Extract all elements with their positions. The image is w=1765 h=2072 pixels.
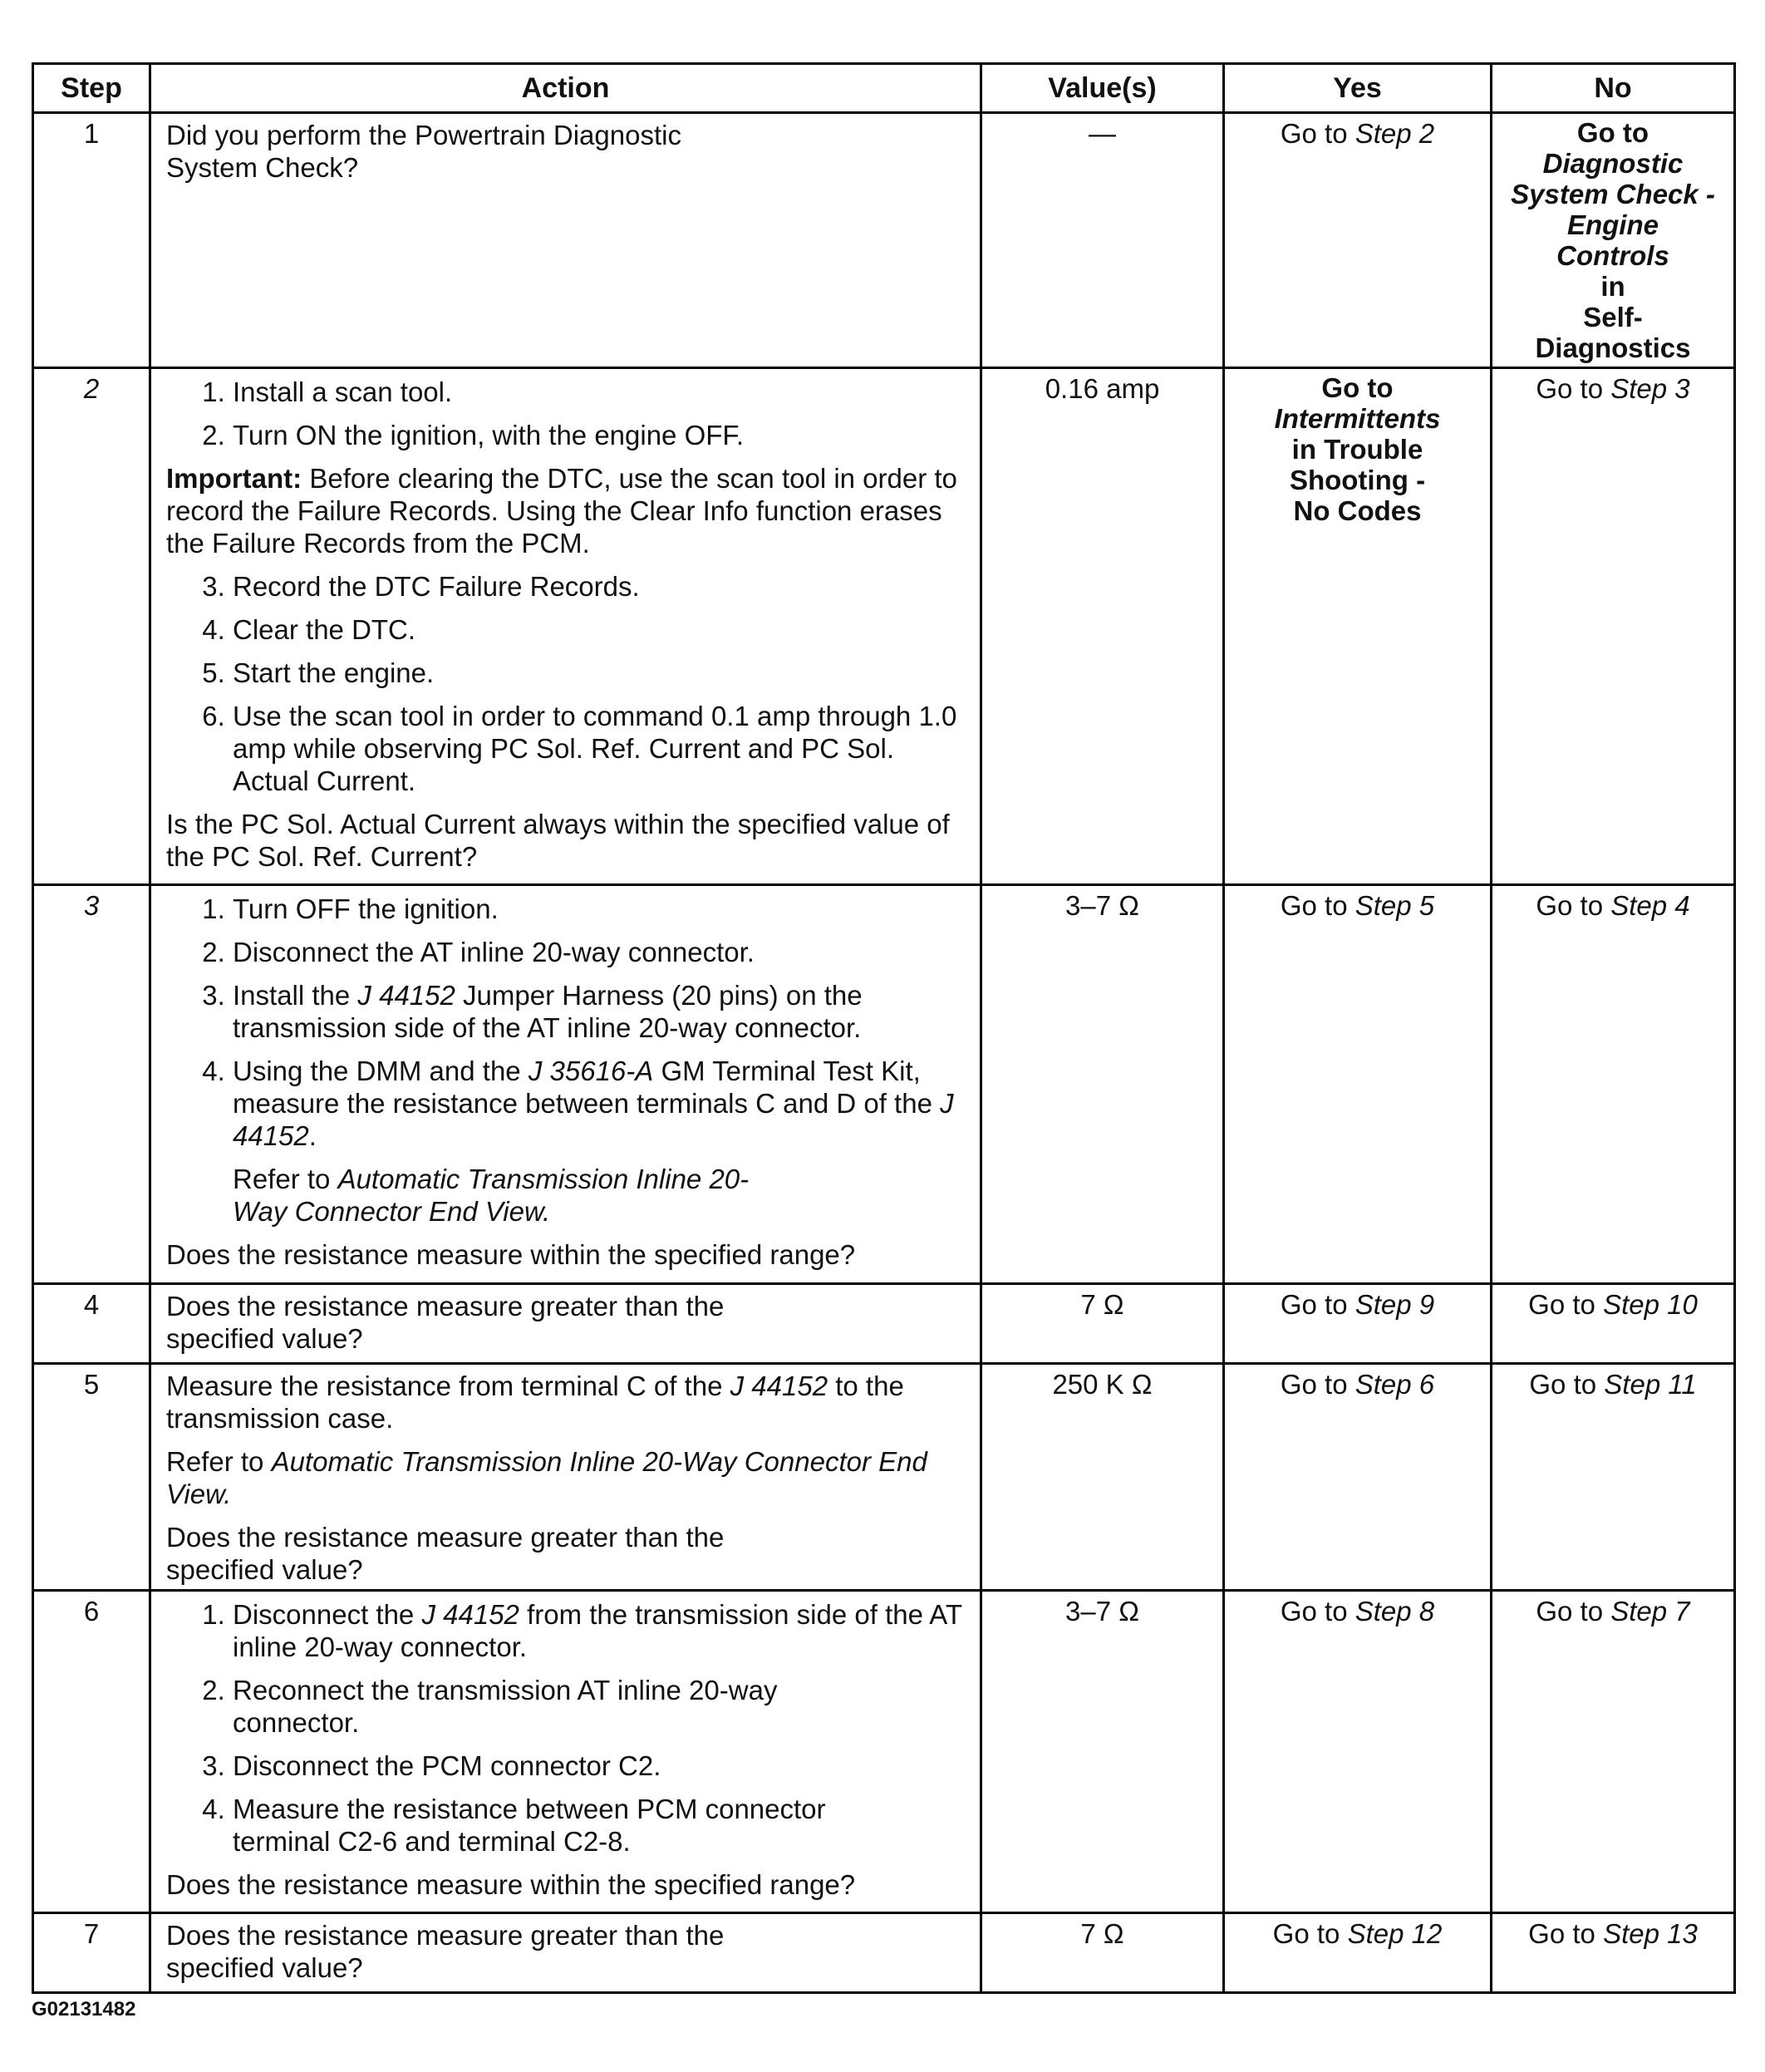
question: Does the resistance measure greater than the specified value? — [166, 1522, 725, 1585]
action-step: 3. Disconnect the PCM connector C2. — [233, 1750, 965, 1782]
important-note: Important: Before clearing the DTC, use the scan tool in order to record the Failure Records. Using the Clear Info function erases the Failure Records from the PCM. — [166, 463, 957, 559]
no-cell: Go to Diagnostic System Check - Engine Controls in Self-Diagnostics — [1492, 113, 1735, 368]
step-number: 5 — [33, 1364, 150, 1591]
yes-cell: Go to Step 2 — [1224, 113, 1492, 368]
step-link[interactable]: Step 6 — [1354, 1369, 1435, 1400]
table-row — [33, 1364, 1735, 1591]
table-row — [33, 113, 1735, 368]
action-cell — [150, 1364, 981, 1591]
action-cell — [150, 1591, 981, 1913]
action-step: 1. Turn OFF the ignition. — [233, 893, 965, 925]
no-cell: Go to Step 11 — [1492, 1364, 1735, 1591]
header-no: No — [1492, 64, 1735, 113]
table-row — [33, 368, 1735, 885]
step-link[interactable]: Step 3 — [1610, 373, 1690, 404]
yes-cell: Go to Step 12 — [1224, 1913, 1492, 1993]
step-link[interactable]: Step 11 — [1604, 1369, 1697, 1400]
action-step: 6. Use the scan tool in order to command 0.1 amp through 1.0 amp while observing PC Sol. Ref. Current and PC Sol. Actual Current. — [233, 700, 965, 797]
question: Does the resistance measure within the specified range? — [166, 1869, 856, 1900]
action-step: 4. Clear the DTC. — [233, 613, 965, 646]
yes-cell: Go to Intermittents in Trouble Shooting - No Codes — [1224, 368, 1492, 885]
doc-link[interactable]: Diagnostic — [1542, 148, 1684, 179]
step-number: 2 — [33, 368, 150, 885]
action-cell — [150, 113, 981, 368]
value-cell: 7 Ω — [981, 1913, 1224, 1993]
step-link[interactable]: Step 4 — [1610, 890, 1690, 921]
table-row — [33, 1913, 1735, 1993]
header-step: Step — [33, 64, 150, 113]
step-number: 3 — [33, 885, 150, 1284]
table-row — [33, 1591, 1735, 1913]
yes-cell: Go to Step 8 — [1224, 1591, 1492, 1913]
action-step: 4. Using the DMM and the J 35616-A GM Terminal Test Kit, measure the resistance between terminals C and D of the J 44152. — [233, 1055, 965, 1152]
action-cell — [150, 368, 981, 885]
table-row — [33, 885, 1735, 1284]
value-cell: 0.16 amp — [981, 368, 1224, 885]
measure-note: Measure the resistance from terminal C of the J 44152 to the transmission case. — [166, 1371, 904, 1434]
question: Does the resistance measure greater than the specified value? — [166, 1920, 725, 1983]
step-link[interactable]: Step 8 — [1354, 1596, 1435, 1627]
yes-cell: Go to Step 5 — [1224, 885, 1492, 1284]
action-step: 4. Measure the resistance between PCM connector terminal C2-6 and terminal C2-8. — [233, 1793, 881, 1858]
step-link[interactable]: Step 5 — [1354, 890, 1435, 921]
action-step: 3. Record the DTC Failure Records. — [233, 570, 965, 603]
action-step: 1. Disconnect the J 44152 from the transmission side of the AT inline 20-way connector. — [233, 1598, 965, 1663]
question: Is the PC Sol. Actual Current always within the specified value of the PC Sol. Ref. Current? — [166, 809, 950, 872]
step-link[interactable]: Step 12 — [1347, 1918, 1443, 1949]
header-values: Value(s) — [981, 64, 1224, 113]
step-number: 1 — [33, 113, 150, 368]
action-step: 2. Turn ON the ignition, with the engine OFF. — [233, 419, 965, 451]
question: Does the resistance measure within the specified range? — [166, 1239, 856, 1270]
no-cell: Go to Step 7 — [1492, 1591, 1735, 1913]
step-link[interactable]: Step 10 — [1603, 1289, 1698, 1320]
step-link[interactable]: Step 7 — [1610, 1596, 1690, 1627]
action-cell — [150, 885, 981, 1284]
header-action: Action — [150, 64, 981, 113]
step-number: 7 — [33, 1913, 150, 1993]
action-cell — [150, 1913, 981, 1993]
action-step: 3. Install the J 44152 Jumper Harness (20 pins) on the transmission side of the AT inline 20-way connector. — [233, 979, 965, 1044]
step-link[interactable]: Step 9 — [1354, 1289, 1435, 1320]
action-step: 2. Reconnect the transmission AT inline 20-way connector. — [233, 1674, 831, 1739]
step-number: 6 — [33, 1591, 150, 1913]
refer-note: Refer to Automatic Transmission Inline 20-Way Connector End View. — [233, 1164, 750, 1227]
refer-note: Refer to Automatic Transmission Inline 20-Way Connector End View. — [166, 1446, 927, 1509]
doc-link[interactable]: Intermittents — [1274, 403, 1441, 434]
no-cell: Go to Step 13 — [1492, 1913, 1735, 1993]
action-steps — [166, 893, 965, 1152]
step-number: 4 — [33, 1284, 150, 1364]
action-steps — [166, 570, 965, 797]
no-cell: Go to Step 4 — [1492, 885, 1735, 1284]
no-cell: Go to Step 3 — [1492, 368, 1735, 885]
figure-id: G02131482 — [32, 1998, 136, 2020]
doc-link[interactable]: Automatic Transmission Inline 20-Way Connector End View. — [166, 1446, 927, 1509]
action-steps — [166, 1598, 965, 1858]
no-cell: Go to Step 10 — [1492, 1284, 1735, 1364]
value-cell: 7 Ω — [981, 1284, 1224, 1364]
table-row — [33, 1284, 1735, 1364]
yes-cell: Go to Step 6 — [1224, 1364, 1492, 1591]
value-cell: 250 K Ω — [981, 1364, 1224, 1591]
header-row — [33, 64, 1735, 113]
question: Does the resistance measure greater than the specified value? — [166, 1291, 725, 1354]
action-step: 2. Disconnect the AT inline 20-way connector. — [233, 936, 965, 968]
value-cell: 3–7 Ω — [981, 885, 1224, 1284]
yes-cell: Go to Step 9 — [1224, 1284, 1492, 1364]
doc-link[interactable]: Automatic Transmission Inline 20-Way Connector End View. — [233, 1164, 750, 1227]
diagnostic-table — [32, 62, 1736, 1994]
question: Did you perform the Powertrain Diagnostic System Check? — [166, 120, 681, 183]
value-cell: — — [981, 113, 1224, 368]
action-step: 5. Start the engine. — [233, 657, 965, 689]
value-cell: 3–7 Ω — [981, 1591, 1224, 1913]
action-steps — [166, 376, 965, 451]
action-cell — [150, 1284, 981, 1364]
header-yes: Yes — [1224, 64, 1492, 113]
step-link[interactable]: Step 13 — [1603, 1918, 1698, 1949]
action-step: 1. Install a scan tool. — [233, 376, 965, 408]
step-link[interactable]: Step 2 — [1354, 118, 1435, 149]
